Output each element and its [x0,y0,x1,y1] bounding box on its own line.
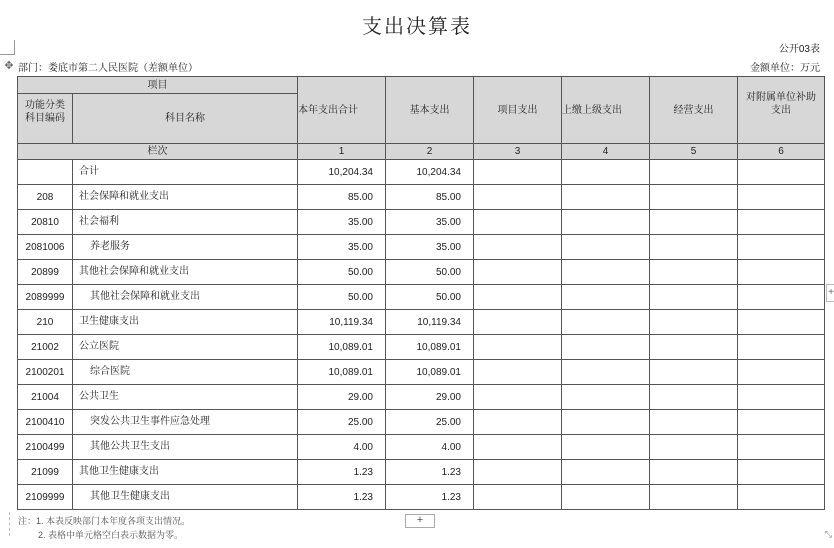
cell-subsidy [738,185,825,210]
cell-basic-text: 10,089.01 [416,366,461,378]
cell-operating [650,160,738,185]
cell-project [474,260,562,285]
cell-subject-name-text: 养老服务 [90,241,130,252]
cell-total-text: 35.00 [347,216,373,228]
cell-subject-name-text: 社会福利 [79,216,119,227]
cell-remit-upper [562,285,650,310]
cell-total-text: 1.23 [353,466,373,478]
form-number: 公开03表 [778,44,820,55]
cell-func-code-text: 208 [36,191,54,203]
cell-func-code [18,285,73,310]
cell-func-code-text: 210 [36,316,54,328]
cell-subject-name [73,285,298,310]
cell-subject-name [73,235,298,260]
note-line-1: 注：1. 本表反映部门本年度各项支出情况。 [18,516,191,526]
cell-total-text: 25.00 [347,416,373,428]
cell-remit-upper [562,485,650,510]
cell-total [298,160,386,185]
table-row [18,485,825,510]
cell-operating [650,185,738,210]
cell-project [474,410,562,435]
cell-operating [650,310,738,335]
cell-subject-name-text: 卫生健康支出 [79,316,139,327]
header-func-code: 功能分类 科目编码 [18,94,73,144]
cell-operating [650,335,738,360]
cell-subsidy [738,435,825,460]
cell-remit-upper [562,310,650,335]
cell-basic [386,185,474,210]
cell-subject-name [73,485,298,510]
plus-icon[interactable]: + [405,514,435,528]
cell-basic-text: 10,119.34 [417,316,461,328]
cell-remit-upper [562,260,650,285]
cell-func-code [18,410,73,435]
cell-remit-upper [562,185,650,210]
cell-project [474,435,562,460]
cell-total [298,185,386,210]
cell-total [298,485,386,510]
amount-unit-label: 金额单位：万元 [750,63,820,74]
table-row [18,385,825,410]
cell-operating [650,485,738,510]
cell-subsidy [738,285,825,310]
margin-guide [9,512,10,536]
cell-project [474,310,562,335]
cell-total [298,435,386,460]
cell-subject-name-text: 公共卫生 [79,391,119,402]
cell-basic-text: 4.00 [441,441,461,453]
cell-remit-upper [562,235,650,260]
cell-subject-name [73,385,298,410]
cell-basic [386,435,474,460]
cell-func-code-text: 2100499 [25,441,65,453]
cell-subject-name-text: 综合医院 [90,366,130,377]
cell-func-code [18,385,73,410]
cell-basic-text: 35.00 [435,216,461,228]
table-row [18,210,825,235]
move-icon[interactable]: ✥ [4,60,14,72]
cell-func-code-text: 21099 [31,466,59,478]
cell-func-code [18,210,73,235]
cell-remit-upper [562,335,650,360]
cell-basic-text: 25.00 [435,416,461,428]
note-line-2: 2. 表格中单元格空白表示数据为零。 [38,530,184,540]
cell-subject-name-text: 其他社会保障和就业支出 [79,266,189,277]
cell-func-code-text: 2109999 [25,491,65,503]
cell-project [474,335,562,360]
cell-func-code [18,235,73,260]
cell-basic-text: 1.23 [441,491,461,503]
cell-total-text: 35.00 [347,241,373,253]
cell-total-text: 50.00 [347,266,373,278]
cell-subject-name-text: 合计 [79,166,99,177]
cell-func-code [18,335,73,360]
cell-operating [650,435,738,460]
cell-func-code-text: 21004 [31,391,59,403]
cell-total-text: 10,119.34 [329,316,373,328]
cell-operating [650,285,738,310]
cell-func-code [18,310,73,335]
cell-subject-name-text: 突发公共卫生事件应急处理 [90,416,210,427]
cell-operating [650,210,738,235]
cell-subsidy [738,460,825,485]
col-number-3: 3 [474,144,562,160]
cell-project [474,360,562,385]
cell-remit-upper [562,460,650,485]
header-lanci: 栏次 [18,144,298,160]
cell-total [298,310,386,335]
cell-remit-upper [562,435,650,460]
cell-total-text: 85.00 [347,191,373,203]
resize-handle-icon[interactable]: ⤡ [824,529,832,539]
cell-basic [386,410,474,435]
cell-project [474,185,562,210]
cell-total-text: 4.00 [353,441,373,453]
cell-subsidy [738,310,825,335]
col-number-2: 2 [386,144,474,160]
cell-project [474,235,562,260]
cell-operating [650,460,738,485]
cell-basic [386,385,474,410]
cell-func-code [18,260,73,285]
cell-basic-text: 85.00 [435,191,461,203]
cell-project [474,285,562,310]
cell-basic [386,360,474,385]
cell-func-code [18,460,73,485]
cell-subject-name-text: 其他卫生健康支出 [79,466,159,477]
cell-basic-text: 29.00 [435,391,461,403]
col-number-5: 5 [650,144,738,160]
cell-basic [386,460,474,485]
cell-func-code [18,185,73,210]
col-number-4: 4 [562,144,650,160]
cell-operating [650,360,738,385]
header-col6: 对附属单位补助支出 [738,77,825,144]
table-row [18,410,825,435]
cell-total [298,285,386,310]
cell-subsidy [738,210,825,235]
table-row [18,285,825,310]
table-row [18,260,825,285]
cell-remit-upper [562,410,650,435]
cell-subsidy [738,260,825,285]
cell-total [298,460,386,485]
cell-operating [650,260,738,285]
cell-subject-name [73,185,298,210]
cell-basic [386,335,474,360]
department-label: 部门：娄底市第二人民医院（差额单位） [18,63,198,74]
table-row [18,160,825,185]
cell-subject-name [73,335,298,360]
header-col1: 本年支出合计 [298,77,386,144]
cell-total-text: 10,089.01 [328,341,373,353]
col-number-6: 6 [738,144,825,160]
header-col2: 基本支出 [386,77,474,144]
cell-subsidy [738,235,825,260]
cell-subject-name [73,310,298,335]
col-number-1: 1 [298,144,386,160]
cell-total-text: 10,204.34 [328,166,373,178]
table-row [18,335,825,360]
cell-total [298,260,386,285]
cell-total-text: 50.00 [347,291,373,303]
cell-func-code-text: 2089999 [25,291,65,303]
cell-project [474,485,562,510]
cell-project [474,160,562,185]
cell-subject-name [73,360,298,385]
cell-remit-upper [562,385,650,410]
cell-subsidy [738,160,825,185]
table-row [18,310,825,335]
cell-subject-name [73,160,298,185]
table-row [18,435,825,460]
cell-subject-name-text: 公立医院 [79,341,119,352]
cell-basic-text: 1.23 [441,466,461,478]
cell-remit-upper [562,210,650,235]
cell-total [298,235,386,260]
header-col5: 经营支出 [650,77,738,144]
cell-basic-text: 35.00 [435,241,461,253]
cell-total [298,210,386,235]
cell-subject-name-text: 社会保障和就业支出 [79,191,169,202]
header-subject-name: 科目名称 [73,94,298,144]
cell-basic [386,285,474,310]
cell-subject-name [73,210,298,235]
cell-basic [386,310,474,335]
table-notes [18,514,190,542]
header-item: 项目 [18,77,298,94]
cell-subject-name-text: 其他卫生健康支出 [90,491,170,502]
cell-func-code-text: 20899 [31,266,59,278]
cell-func-code-text: 21002 [31,341,59,353]
cell-remit-upper [562,160,650,185]
cell-subject-name [73,435,298,460]
cell-func-code [18,360,73,385]
header-col4: 上缴上级支出 [562,77,650,144]
cell-remit-upper [562,360,650,385]
cell-project [474,460,562,485]
cell-func-code [18,160,73,185]
header-col3: 项目支出 [474,77,562,144]
cell-total-text: 1.23 [353,491,373,503]
cell-subsidy [738,410,825,435]
table-row [18,460,825,485]
cell-basic [386,485,474,510]
cell-basic [386,210,474,235]
table-row [18,360,825,385]
cell-operating [650,385,738,410]
cell-total [298,360,386,385]
cell-subsidy [738,385,825,410]
cell-operating [650,235,738,260]
cell-basic [386,260,474,285]
cell-func-code-text: 2100201 [25,366,65,378]
cell-basic-text: 10,089.01 [416,341,461,353]
cell-subject-name [73,410,298,435]
document-corner-mark [0,40,15,55]
cell-subsidy [738,335,825,360]
cell-basic-text: 10,204.34 [416,166,461,178]
table-row [18,185,825,210]
cell-func-code-text: 20810 [31,216,59,228]
cell-total [298,385,386,410]
cell-func-code-text [18,166,72,179]
cell-func-code [18,435,73,460]
cell-func-code-text: 2100410 [25,416,65,428]
cell-basic-text: 50.00 [435,266,461,278]
cell-total [298,335,386,360]
cell-subject-name-text: 其他公共卫生支出 [90,441,170,452]
side-plus-icon[interactable]: + [826,284,834,302]
cell-basic [386,160,474,185]
cell-project [474,210,562,235]
cell-operating [650,410,738,435]
cell-basic-text: 50.00 [435,291,461,303]
cell-project [474,385,562,410]
page-title: 支出决算表 [362,16,472,38]
cell-func-code-text: 2081006 [25,241,65,253]
table-row [18,235,825,260]
cell-subject-name-text: 其他社会保障和就业支出 [90,291,200,302]
expenditure-table [17,76,825,510]
cell-basic [386,235,474,260]
cell-subject-name [73,260,298,285]
cell-subject-name [73,460,298,485]
cell-total-text: 29.00 [347,391,373,403]
cell-func-code [18,485,73,510]
cell-total [298,410,386,435]
cell-total-text: 10,089.01 [328,366,373,378]
cell-subsidy [738,485,825,510]
cell-subsidy [738,360,825,385]
